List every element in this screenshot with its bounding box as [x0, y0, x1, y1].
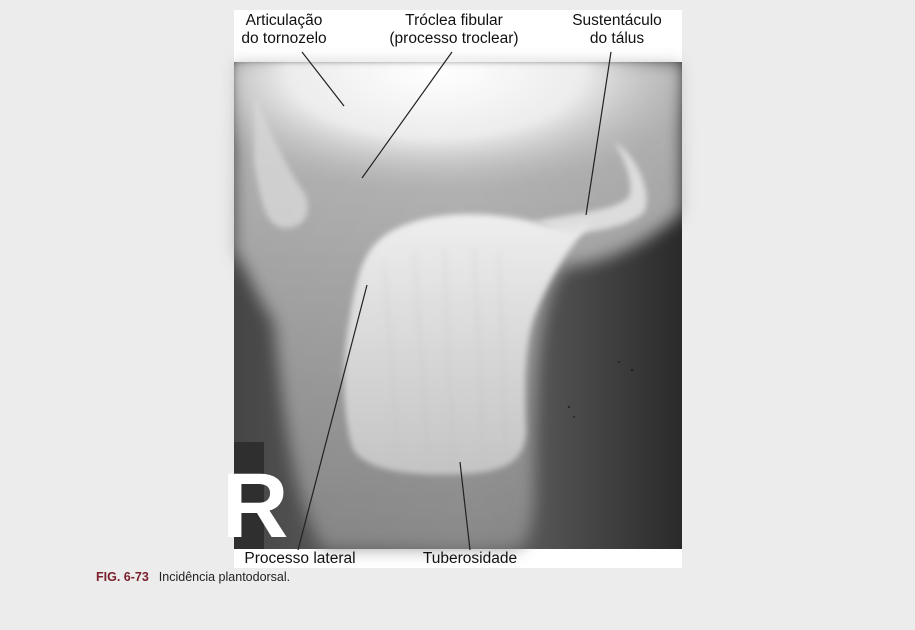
figure-caption — [96, 570, 290, 584]
label-ankle-joint: Articulação do tornozelo — [241, 12, 327, 47]
label-sustentaculum: Sustentáculo do tálus — [572, 12, 662, 47]
label-lateral-process: Processo lateral — [244, 550, 356, 567]
side-marker-r: R — [222, 455, 289, 557]
figure-caption-text: Incidência plantodorsal. — [158, 570, 291, 584]
figure-number: FIG. 6-73 — [96, 570, 149, 584]
label-tuberosity: Tuberosidade — [422, 550, 518, 567]
radiograph-figure — [222, 10, 682, 568]
xray-image — [222, 62, 682, 557]
label-fibular-trochlea: Tróclea fibular (processo troclear) — [389, 12, 519, 47]
xray-drawing — [222, 62, 682, 557]
